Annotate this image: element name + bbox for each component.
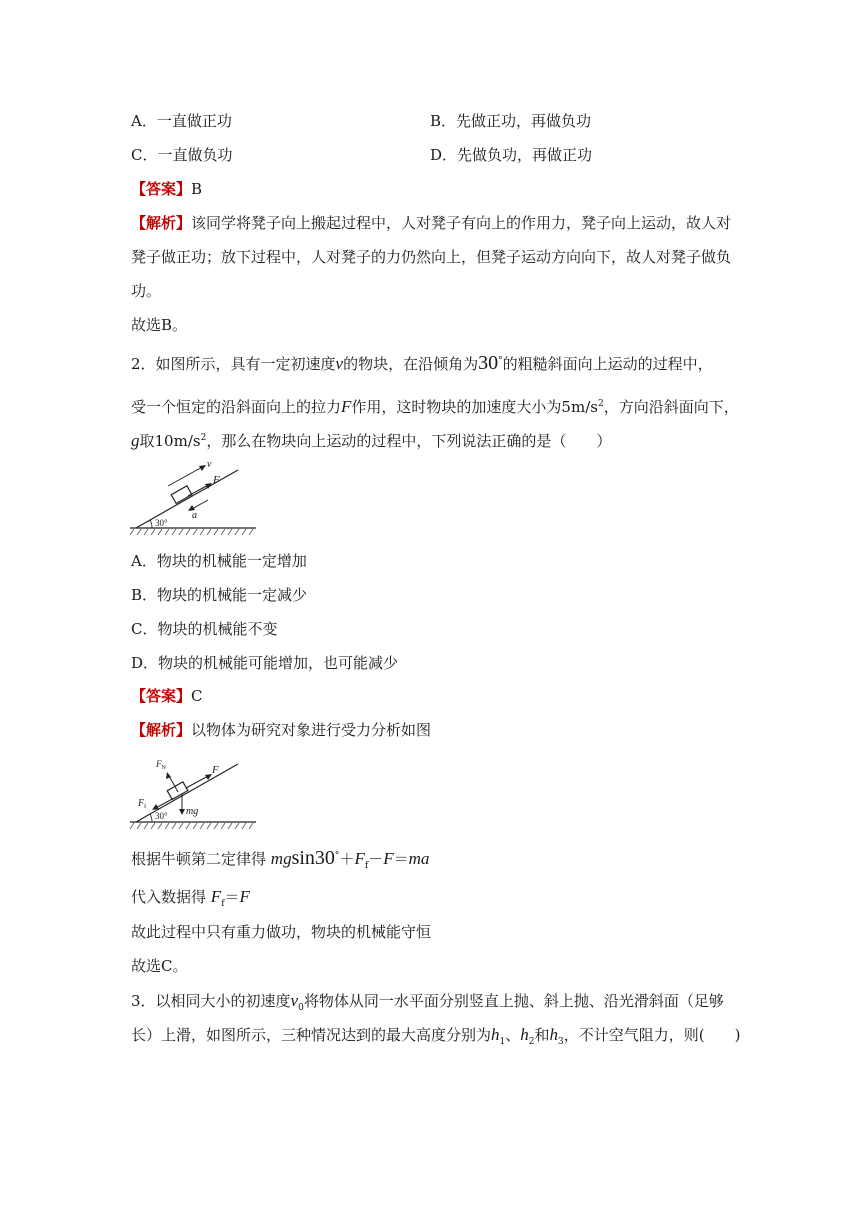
- analysis-tag: 【解析】: [131, 721, 192, 739]
- math-mg: mg: [270, 849, 292, 868]
- ground-hatch: [130, 823, 253, 829]
- square: 2: [200, 433, 207, 443]
- q2-analysis: [131, 720, 431, 740]
- sub-3: 3: [558, 1037, 564, 1047]
- text: 根据牛顿第二定律得: [131, 850, 267, 868]
- gravity-label: mg: [186, 806, 199, 817]
- q1-option-a: A．一直做正功: [131, 112, 232, 130]
- q2-conclusion-2: 故选C。: [131, 957, 188, 975]
- q2-equation-1: [131, 846, 429, 876]
- angle-value: 30: [478, 352, 499, 374]
- incline-figure: [128, 456, 260, 538]
- q2-conclusion-1: 故此过程中只有重力做功，物块的机械能守恒: [131, 923, 432, 941]
- text: ，那么在物块向上运动的过程中，下列说法正确的是（ ）: [206, 432, 612, 450]
- square: 2: [597, 399, 604, 409]
- q1-analysis-line-3: 功。: [131, 282, 162, 300]
- sub-f: f: [221, 899, 225, 909]
- sub-0: 0: [298, 1003, 304, 1013]
- answer-tag: 【答案】: [131, 180, 192, 198]
- q2-answer: [131, 686, 203, 706]
- accel-label: a: [192, 510, 197, 521]
- q1-analysis-line-1: [131, 213, 731, 233]
- var-v0: v: [290, 991, 299, 1010]
- var-g: g: [131, 431, 140, 450]
- q2-stem-line-3: [131, 428, 611, 451]
- var-v: v: [335, 354, 344, 373]
- force-diagram-figure: [128, 750, 260, 832]
- angle-label: 30°: [155, 811, 168, 821]
- var-h1: h: [491, 1025, 500, 1044]
- math-eq: ＝: [224, 888, 240, 906]
- q3-stem-line-1: [131, 991, 724, 1018]
- q2-stem-line-1: [131, 351, 713, 374]
- text: 长）上滑，如图所示，三种情况达到的最大高度分别为: [131, 1026, 492, 1044]
- velocity-arrow: [168, 466, 204, 486]
- text: 受一个恒定的沿斜面向上的拉力: [131, 398, 342, 416]
- sub-f: f: [364, 861, 369, 871]
- math-eq: ＝: [393, 850, 409, 868]
- var-h2: h: [520, 1025, 529, 1044]
- accel-value: 5m/s: [561, 398, 598, 416]
- text: 的物块，在沿倾角为: [343, 355, 479, 373]
- analysis-text: 以物体为研究对象进行受力分析如图: [191, 721, 432, 739]
- g-value: 10m/s: [154, 432, 201, 450]
- math-F: F: [354, 849, 365, 868]
- math-ma: ma: [408, 849, 430, 868]
- q1-answer: [131, 179, 202, 199]
- separator: 、: [505, 1026, 521, 1044]
- math-minus: －: [368, 850, 384, 868]
- q2-stem-line-2: [131, 394, 739, 417]
- q2-option-b: B．物块的机械能一定减少: [131, 586, 308, 604]
- q2-equation-2: [131, 887, 250, 914]
- q3-stem-line-2: [131, 1025, 740, 1052]
- math-F: F: [210, 887, 222, 906]
- analysis-text: 该同学将凳子向上搬起过程中，人对凳子有向上的作用力，凳子向上运动，故人对: [191, 214, 732, 232]
- text: 2．如图所示，具有一定初速度: [131, 355, 336, 373]
- text: 将物体从同一水平面分别竖直上抛、斜上抛、沿光滑斜面（足够: [303, 992, 724, 1010]
- math-F: F: [383, 849, 394, 868]
- angle-label: 30°: [155, 518, 168, 528]
- normal-force-label: $F_N$: [156, 759, 166, 771]
- q1-option-d: D．先做负功，再做正功: [430, 146, 593, 164]
- pull-force-label: F: [212, 764, 219, 776]
- q2-option-c: C．物块的机械能不变: [131, 620, 278, 638]
- angle-arc: [150, 520, 152, 528]
- q1-conclusion: 故选B。: [131, 316, 188, 334]
- text: 取: [139, 432, 155, 450]
- text: 3．以相同大小的初速度: [131, 992, 291, 1010]
- math-F: F: [239, 887, 250, 906]
- angle-arc: [150, 814, 152, 822]
- math-30: 30: [314, 847, 335, 869]
- q2-option-a: A．物块的机械能一定增加: [131, 552, 307, 570]
- text: ，方向沿斜面向下，: [603, 398, 739, 416]
- degree: °: [498, 356, 503, 366]
- text: 代入数据得: [131, 888, 207, 906]
- math-sin: sin: [291, 847, 315, 869]
- answer-value: B: [191, 180, 203, 198]
- math-plus: ＋: [339, 850, 355, 868]
- text: ，不计空气阻力，则( ): [563, 1026, 741, 1044]
- q1-option-c: C．一直做负功: [131, 146, 233, 164]
- ground-hatch: [130, 529, 253, 535]
- and: 和: [534, 1026, 550, 1044]
- incline-surface: [136, 470, 238, 528]
- text: 作用，这时物块的加速度大小为: [351, 398, 562, 416]
- force-label: F: [213, 474, 220, 486]
- degree: °: [334, 851, 340, 861]
- q2-option-d: D．物块的机械能可能增加，也可能减少: [131, 654, 399, 672]
- velocity-label: v: [207, 459, 212, 470]
- var-h3: h: [549, 1025, 559, 1044]
- sub-2: 2: [528, 1037, 535, 1047]
- q1-analysis-line-2: 凳子做正功；放下过程中，人对凳子的力仍然向上，但凳子运动方向向下，故人对凳子做负: [131, 248, 732, 266]
- var-F: F: [341, 397, 352, 416]
- block: [171, 486, 192, 504]
- text: 的粗糙斜面向上运动的过程中，: [502, 355, 713, 373]
- gravity-arrowhead: [179, 809, 185, 815]
- q1-option-b: B．先做正功，再做负功: [430, 112, 592, 130]
- friction-label: $F_f$: [138, 798, 147, 810]
- analysis-tag: 【解析】: [131, 214, 192, 232]
- answer-tag: 【答案】: [131, 687, 192, 705]
- answer-value: C: [191, 687, 203, 705]
- sub-1: 1: [499, 1037, 506, 1047]
